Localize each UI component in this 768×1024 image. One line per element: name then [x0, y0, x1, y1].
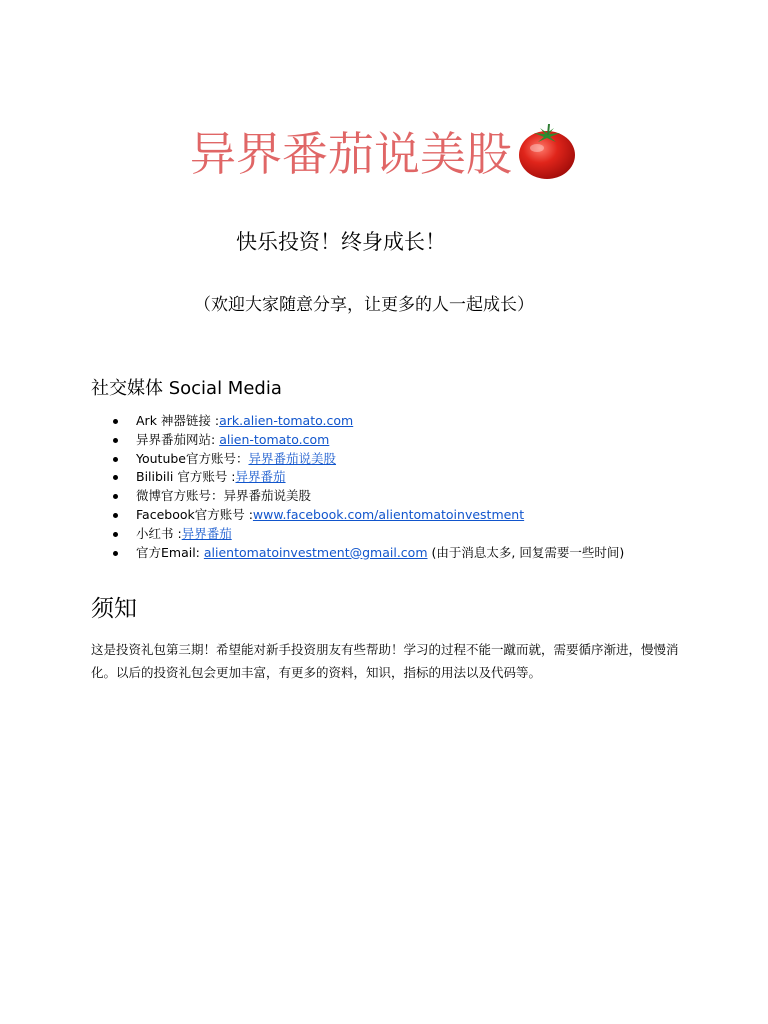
social-media-heading: 社交媒体 Social Media — [91, 378, 282, 399]
bullet-icon — [113, 532, 118, 537]
slogan: 快乐投资！终身成长！ — [236, 230, 446, 254]
notice-heading: 须知 — [91, 596, 137, 622]
email-note: (由于消息太多, 回复需要一些时间) — [427, 544, 625, 560]
share-note: （欢迎大家随意分享，让更多的人一起成长） — [194, 295, 534, 315]
ark-link[interactable]: ark.alien-tomato.com — [219, 413, 354, 428]
item-label: Youtube官方账号： — [136, 450, 249, 466]
list-item — [91, 544, 624, 563]
item-label: Bilibili 官方账号 : — [136, 469, 236, 485]
list-item — [91, 468, 624, 487]
document-title — [0, 118, 768, 184]
website-link[interactable]: alien-tomato.com — [219, 431, 330, 447]
bullet-icon — [113, 457, 118, 462]
list-item — [91, 412, 624, 431]
bullet-icon — [113, 551, 118, 556]
item-label: 小红书 : — [136, 525, 182, 541]
item-label: 微博官方账号：异界番茄说美股 — [136, 488, 312, 504]
list-item — [91, 487, 624, 506]
youtube-link[interactable]: 异界番茄说美股 — [248, 450, 337, 466]
bullet-icon — [113, 419, 118, 424]
bullet-icon — [113, 513, 118, 518]
title-text: 异界番茄说美股 — [190, 127, 512, 181]
list-item — [91, 431, 624, 450]
list-item — [91, 450, 624, 469]
item-label: 官方Email: — [136, 544, 204, 560]
item-label: Facebook官方账号 : — [136, 506, 253, 522]
bullet-icon — [113, 494, 118, 499]
item-label: 异界番茄网站: — [136, 431, 220, 447]
bullet-icon — [113, 475, 118, 480]
tomato-icon — [516, 120, 578, 182]
social-media-list — [91, 412, 624, 562]
bullet-icon — [113, 438, 118, 443]
bilibili-link[interactable]: 异界番茄 — [235, 469, 286, 485]
notice-body: 这是投资礼包第三期！希望能对新手投资朋友有些帮助！学习的过程不能一蹴而就，需要循序渐进，慢慢消化。以后的投资礼包会更加丰富，有更多的资料，知识，指标的用法以及代码等。 — [91, 642, 679, 680]
list-item — [91, 525, 624, 544]
xiaohongshu-link[interactable]: 异界番茄 — [181, 525, 232, 541]
list-item — [91, 506, 624, 525]
facebook-link[interactable]: www.facebook.com/alientomatoinvestment — [252, 506, 525, 522]
item-label: Ark 神器链接 : — [136, 413, 220, 428]
email-link[interactable]: alientomatoinvestment@gmail.com — [203, 544, 428, 560]
